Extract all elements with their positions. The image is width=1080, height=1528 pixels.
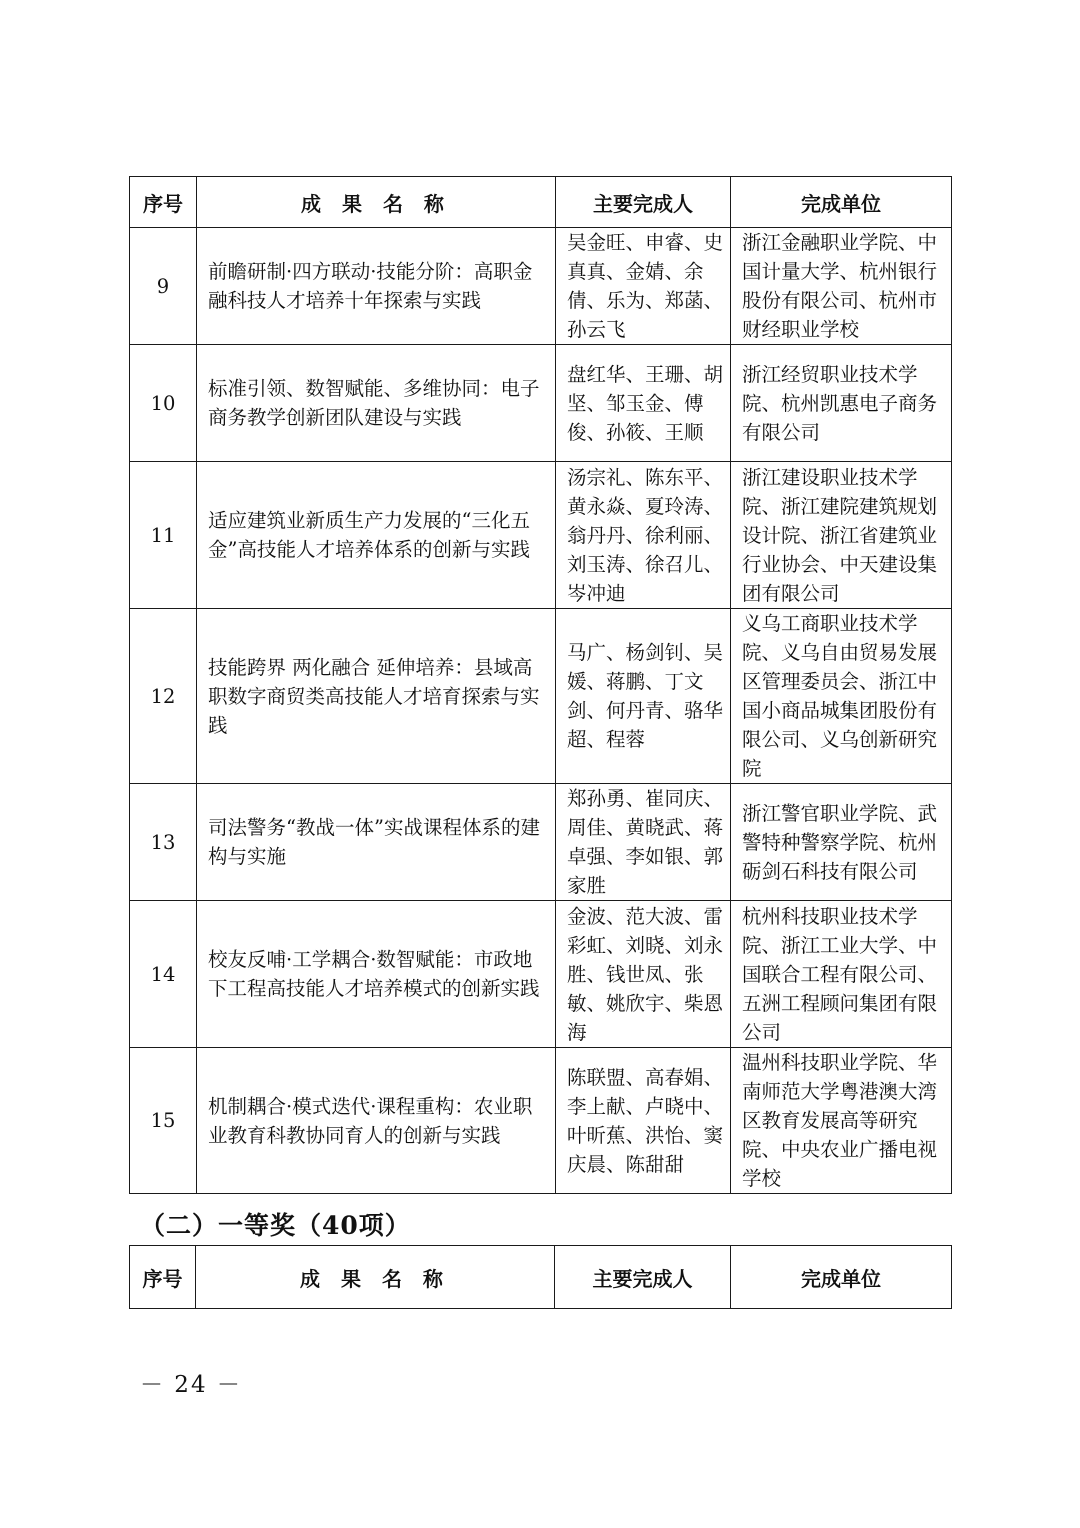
row-unit: 浙江警官职业学院、武警特种警察学院、杭州砺剑石科技有限公司: [731, 784, 952, 901]
row-num: 11: [130, 462, 197, 609]
row-people: 吴金旺、申睿、史真真、金婧、余倩、乐为、郑菡、孙云飞: [556, 228, 731, 345]
row-title: 司法警务“教战一体”实战课程体系的建构与实施: [197, 784, 556, 901]
row-title: 前瞻研制·四方联动·技能分阶：高职金融科技人才培养十年探索与实践: [197, 228, 556, 345]
table-header-row: [130, 177, 952, 228]
awards-table-bottom: [129, 1245, 952, 1309]
header-unit: 完成单位: [731, 177, 952, 228]
row-title: 校友反哺·工学耦合·数智赋能：市政地下工程高技能人才培养模式的创新实践: [197, 901, 556, 1048]
row-unit: 义乌工商职业技术学院、义乌自由贸易发展区管理委员会、浙江中国小商品城集团股份有限公司、义乌创新研究院: [731, 609, 952, 784]
page-number: － 24 －: [140, 1372, 242, 1398]
header-title: 成 果 名 称: [196, 1246, 555, 1309]
table-header-row: [130, 1246, 952, 1309]
row-people: 郑孙勇、崔同庆、周佳、黄晓武、蒋卓强、李如银、郭家胜: [556, 784, 731, 901]
row-unit: 浙江金融职业学院、中国计量大学、杭州银行股份有限公司、杭州市财经职业学校: [731, 228, 952, 345]
row-unit: 浙江建设职业技术学院、浙江建院建筑规划设计院、浙江省建筑业行业协会、中天建设集团有限公司: [731, 462, 952, 609]
row-people: 马广、杨剑钊、吴媛、蒋鹏、丁文剑、何丹青、骆华超、程蓉: [556, 609, 731, 784]
row-title: 机制耦合·模式迭代·课程重构：农业职业教育科教协同育人的创新与实践: [197, 1048, 556, 1194]
row-people: 盘红华、王珊、胡坚、邹玉金、傅俊、孙筱、王顺: [556, 345, 731, 462]
table-row: [130, 901, 952, 1048]
section-heading: （二）一等奖（40项）: [140, 1211, 411, 1240]
row-num: 14: [130, 901, 197, 1048]
header-num: 序号: [130, 177, 197, 228]
row-people: 汤宗礼、陈东平、黄永焱、夏玲涛、翁丹丹、徐利丽、刘玉涛、徐召儿、岑冲迪: [556, 462, 731, 609]
row-unit: 浙江经贸职业技术学院、杭州凯惠电子商务有限公司: [731, 345, 952, 462]
row-num: 13: [130, 784, 197, 901]
row-people: 金波、范大波、雷彩虹、刘晓、刘永胜、钱世凤、张敏、姚欣宇、柴恩海: [556, 901, 731, 1048]
row-title: 技能跨界 两化融合 延伸培养：县域高职数字商贸类高技能人才培育探索与实践: [197, 609, 556, 784]
row-unit: 杭州科技职业技术学院、浙江工业大学、中国联合工程有限公司、五洲工程顾问集团有限公司: [731, 901, 952, 1048]
row-title: 适应建筑业新质生产力发展的“三化五金”高技能人才培养体系的创新与实践: [197, 462, 556, 609]
header-unit: 完成单位: [731, 1246, 952, 1309]
awards-table-top: [129, 176, 952, 1194]
row-num: 12: [130, 609, 197, 784]
row-people: 陈联盟、高春娟、李上献、卢晓中、叶昕蕉、洪怡、窦庆晨、陈甜甜: [556, 1048, 731, 1194]
header-num: 序号: [130, 1246, 196, 1309]
row-num: 15: [130, 1048, 197, 1194]
table-row: [130, 462, 952, 609]
table-row: [130, 609, 952, 784]
table-row: [130, 784, 952, 901]
row-title: 标准引领、数智赋能、多维协同：电子商务教学创新团队建设与实践: [197, 345, 556, 462]
row-unit: 温州科技职业学院、华南师范大学粤港澳大湾区教育发展高等研究院、中央农业广播电视学校: [731, 1048, 952, 1194]
table-row: [130, 228, 952, 345]
header-people: 主要完成人: [556, 177, 731, 228]
header-title: 成 果 名 称: [197, 177, 556, 228]
header-people: 主要完成人: [555, 1246, 731, 1309]
row-num: 10: [130, 345, 197, 462]
table-row: [130, 1048, 952, 1194]
table-row: [130, 345, 952, 462]
row-num: 9: [130, 228, 197, 345]
